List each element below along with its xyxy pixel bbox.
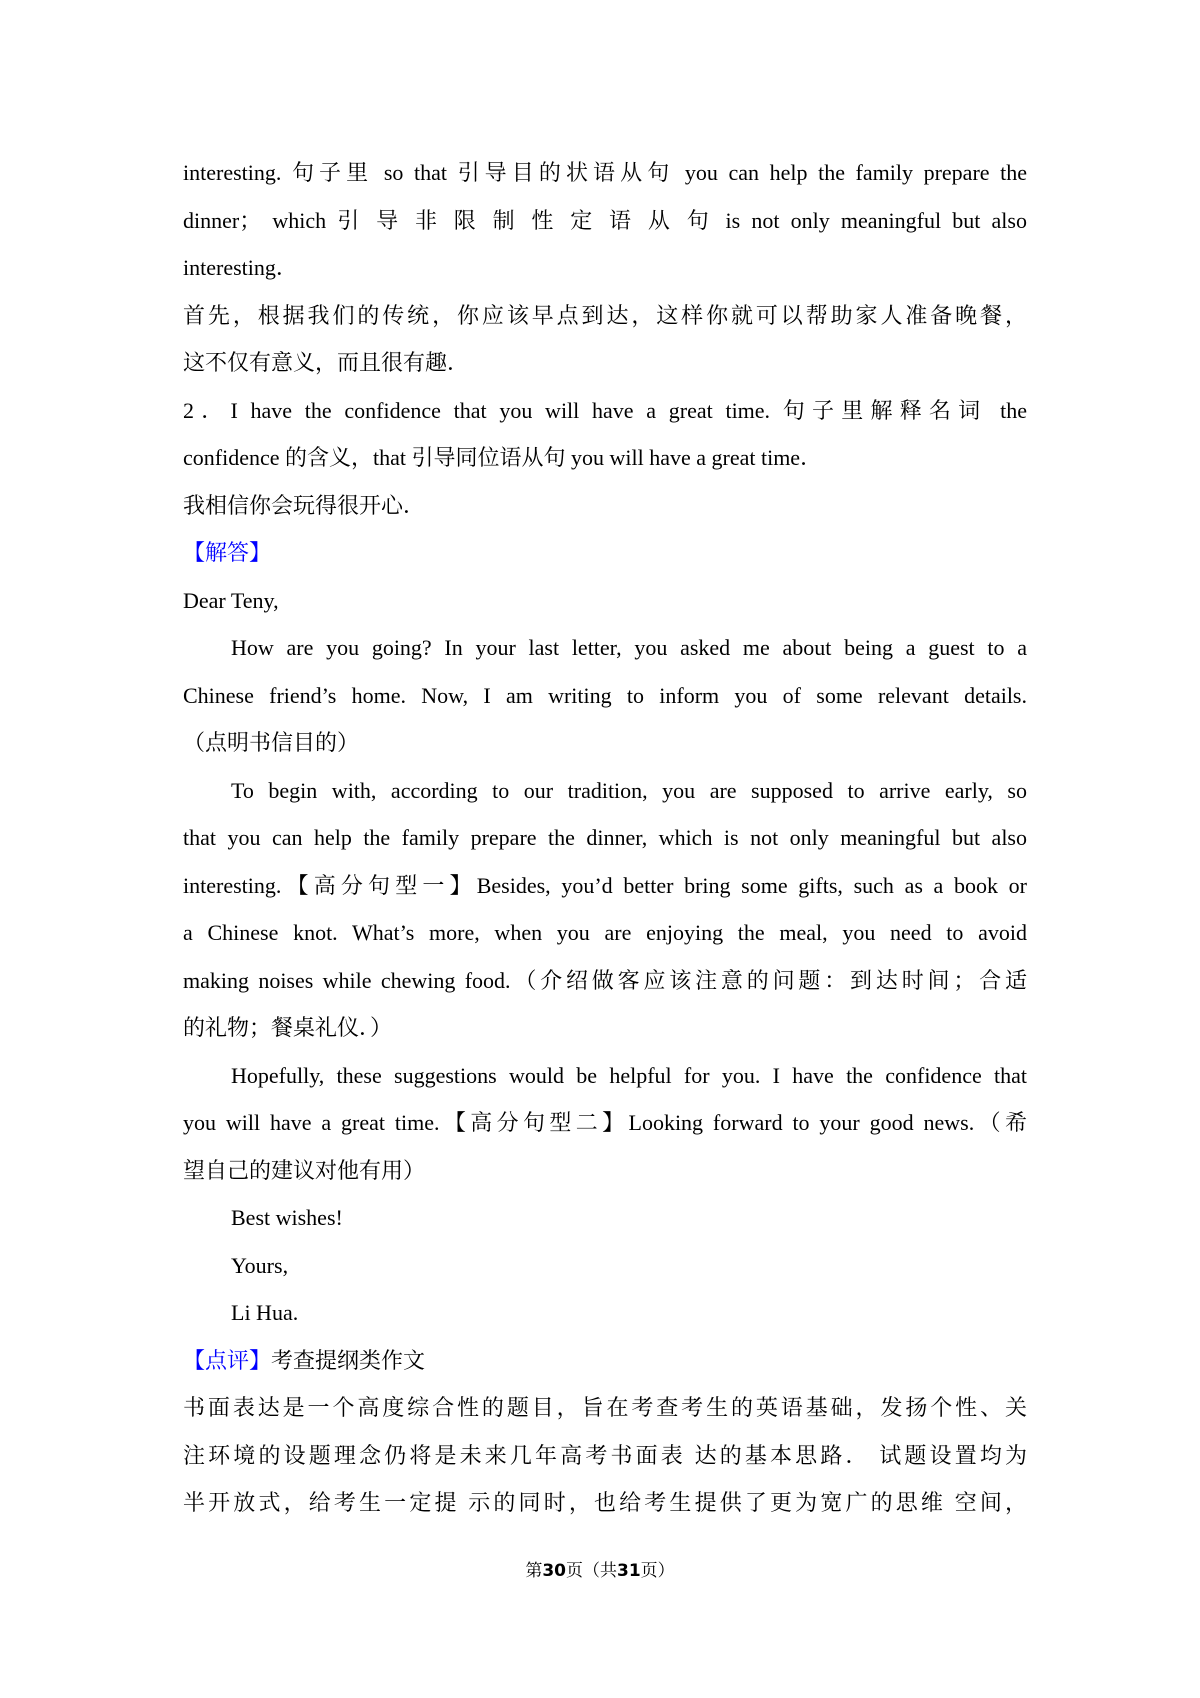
text-line: 首先，根据我们的传统，你应该早点到达，这样你就可以帮助家人准备晚餐， <box>183 302 1027 328</box>
text-line: 这不仅有意义，而且很有趣． <box>183 350 470 375</box>
text-line: confidence 的含义，that 引导同位语从句 you will have a great time． <box>183 445 823 470</box>
text-line: To begin with, according to our tradition, you are supposed to arrive early, so <box>231 777 1027 803</box>
text-line: that you can help the family prepare the dinner, which is not only meaningful but also <box>183 825 1027 850</box>
text-line: a Chinese knot. What’s more, when you are enjoying the meal, you need to avoid <box>183 920 1027 945</box>
document-body <box>183 149 1027 1527</box>
comment-line <box>183 1337 1027 1385</box>
comment-heading: 【点评】 <box>183 1347 272 1373</box>
text-line: interesting． <box>183 255 298 280</box>
text-line: （点明书信目的） <box>183 730 360 755</box>
letter-closing: Best wishes! <box>231 1205 343 1230</box>
page-footer <box>0 1556 1200 1581</box>
total-page-number: 31 <box>617 1561 641 1581</box>
letter-closing: Yours, <box>231 1252 289 1278</box>
text-line: 2．I have the confidence that you will have a great time. 句子里解释名词 the <box>183 397 1027 423</box>
current-page-number: 30 <box>542 1561 566 1581</box>
text-line: making noises while chewing food.（介绍做客应该注意的问题：到达时间；合适 <box>183 967 1027 993</box>
text-line: interesting. 句子里 so that 引导目的状语从句 you can help the family prepare the <box>183 160 1027 185</box>
letter-salutation: Dear Teny, <box>183 587 279 613</box>
text-line: 注环境的设题理念仍将是未来几年高考书面表 达的基本思路． 试题设置均为 <box>183 1442 1027 1468</box>
answer-heading: 【解答】 <box>183 540 272 565</box>
comment-text: 考查提纲类作文 <box>271 1347 426 1373</box>
text-line: you will have a great time.【高分句型二】Looking forward to your good news.（希 <box>183 1110 1027 1135</box>
text-line: dinner； which 引 导 非 限 制 性 定 语 从 句 is not only meaningful but also <box>183 207 1027 233</box>
text-line: 的礼物；餐桌礼仪．） <box>183 1015 393 1040</box>
text-line: 书面表达是一个高度综合性的题目，旨在考查考生的英语基础，发扬个性、关 <box>183 1395 1027 1420</box>
text-line: Chinese friend’s home. Now, I am writing to inform you of some relevant details. <box>183 682 1027 708</box>
footer-middle: 页（共 <box>566 1561 617 1581</box>
letter-signature: Li Hua. <box>231 1300 299 1325</box>
text-line: interesting.【高分句型一】Besides, you’d better bring some gifts, such as a book or <box>183 872 1027 898</box>
footer-suffix: 页） <box>640 1561 675 1581</box>
text-line: 我相信你会玩得很开心． <box>183 492 426 518</box>
text-line: How are you going? In your last letter, you asked me about being a guest to a <box>231 635 1027 660</box>
text-line: 望自己的建议对他有用） <box>183 1157 426 1183</box>
footer-prefix: 第 <box>525 1561 543 1581</box>
text-line: 半开放式，给考生一定提 示的同时，也给考生提供了更为宽广的思维 空间， <box>183 1490 1027 1515</box>
text-line: Hopefully, these suggestions would be helpful for you. I have the confidence that <box>231 1062 1027 1088</box>
